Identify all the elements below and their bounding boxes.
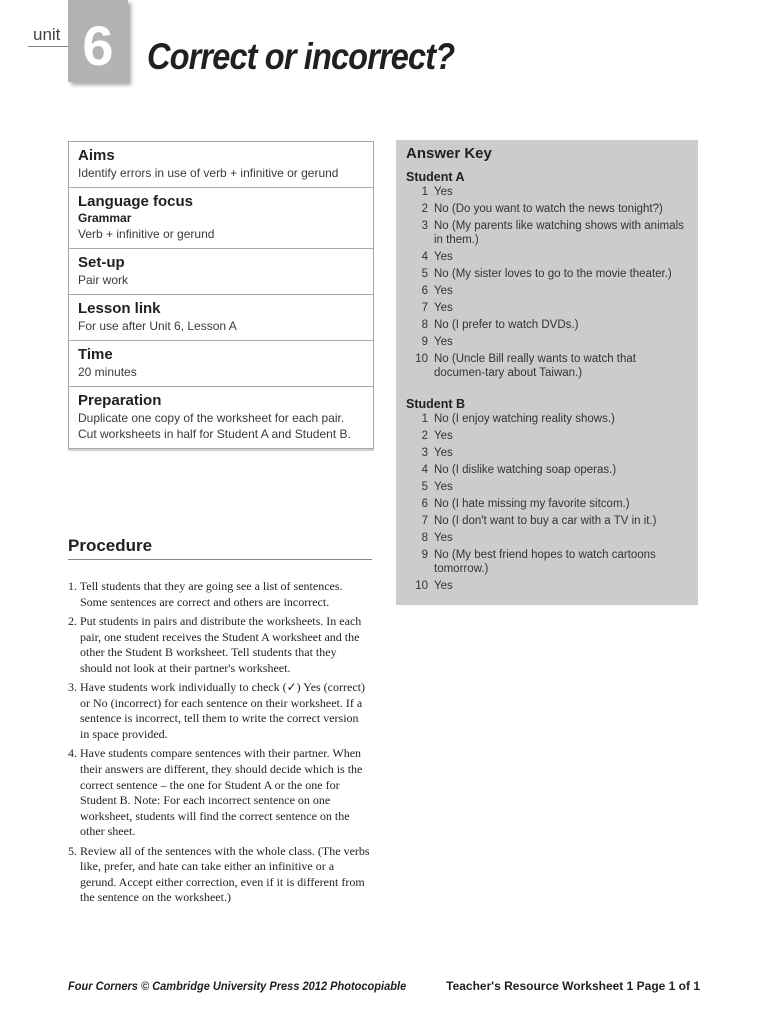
- answer-text: No (My sister loves to go to the movie theater.): [434, 268, 672, 280]
- procedure-step: 3. Have students work individually to check (✓) Yes (correct) or No (incorrect) for each sentence on their worksheet. If a sentence is incorrect, tell them to write the correct version in space provided.: [68, 680, 365, 741]
- language-focus-heading: Language focus: [78, 193, 194, 210]
- procedure-step: 4. Have students compare sentences with their partner. When their answers are different, they should decide which is the correct sentence – the one for Student A or the one for Student B. Note: For each incorrect sentence on one worksheet, students will find the correct sentence on the other sheet.: [68, 746, 363, 839]
- procedure-divider: [68, 559, 372, 560]
- student-a-answers: [406, 185, 698, 380]
- grammar-subheading: Grammar: [78, 211, 132, 225]
- answer-number: 5: [421, 268, 428, 280]
- procedure-step: 1. Tell students that they are going see a list of sentences. Some sentences are correct and others are incorrect.: [68, 579, 343, 609]
- answer-number: 4: [421, 251, 428, 263]
- answer-number: 1: [421, 413, 428, 425]
- answer-item: [406, 531, 698, 545]
- answer-item: [406, 514, 698, 528]
- answer-item: [406, 284, 698, 298]
- unit-number: 6: [82, 14, 114, 77]
- answer-text: Yes: [434, 186, 453, 198]
- answer-text: No (My parents like watching shows with animals in them.): [434, 220, 684, 246]
- answer-item: [406, 185, 698, 199]
- time-heading: Time: [78, 346, 113, 363]
- answer-number: 9: [421, 549, 428, 561]
- answer-item: [406, 267, 698, 281]
- unit-label: unit: [33, 25, 61, 44]
- setup-heading: Set-up: [78, 254, 125, 271]
- answer-text: Yes: [434, 447, 453, 459]
- answer-item: [406, 219, 698, 247]
- answer-item: [406, 497, 698, 511]
- answer-text: No (I don't want to buy a car with a TV in it.): [434, 515, 657, 527]
- page-title: Correct or incorrect?: [147, 36, 455, 77]
- answer-number: 6: [421, 498, 428, 510]
- time-section: [69, 341, 373, 387]
- answer-number: 1: [421, 186, 428, 198]
- answer-item: [406, 548, 698, 576]
- lesson-link-heading: Lesson link: [78, 300, 161, 317]
- answer-number: 7: [421, 302, 428, 314]
- preparation-section: [69, 387, 373, 448]
- aims-section: [69, 142, 373, 188]
- procedure-heading: Procedure: [68, 536, 153, 555]
- answer-text: No (Uncle Bill really wants to watch that documen-tary about Taiwan.): [434, 353, 636, 379]
- student-b-section: [406, 396, 698, 596]
- answer-text: No (My best friend hopes to watch cartoons tomorrow.): [434, 549, 656, 575]
- unit-divider: [28, 46, 68, 47]
- answer-text: No (I dislike watching soap operas.): [434, 464, 617, 476]
- answer-key-title: Answer Key: [406, 145, 492, 162]
- footer-page-info: Teacher's Resource Worksheet 1 Page 1 of 1: [446, 979, 700, 993]
- unit-number-badge: [68, 0, 128, 82]
- answer-text: Yes: [434, 251, 453, 263]
- preparation-heading: Preparation: [78, 392, 162, 409]
- answer-text: Yes: [434, 481, 453, 493]
- answer-item: [406, 579, 698, 593]
- answer-number: 3: [421, 220, 428, 232]
- setup-section: [69, 249, 373, 295]
- answer-number: 2: [421, 203, 428, 215]
- answer-key-box: [396, 140, 698, 605]
- answer-text: Yes: [434, 532, 453, 544]
- answer-number: 9: [421, 336, 428, 348]
- answer-item: [406, 352, 698, 380]
- student-a-section: [406, 169, 698, 383]
- student-b-answers: [406, 412, 698, 593]
- answer-number: 10: [415, 580, 428, 592]
- answer-number: 2: [421, 430, 428, 442]
- aims-heading: Aims: [78, 147, 115, 164]
- procedure-step: 2. Put students in pairs and distribute the worksheets. In each pair, one student receives the Student A worksheet and the other the Student B worksheet. Tell students that they should not look at their partner's worksheet.: [68, 613, 362, 675]
- answer-number: 8: [421, 532, 428, 544]
- lesson-link-section: [69, 295, 373, 341]
- time-text: 20 minutes: [78, 365, 137, 379]
- aims-text: Identify errors in use of verb + infinitive or gerund: [78, 166, 339, 180]
- answer-item: [406, 250, 698, 264]
- answer-number: 6: [421, 285, 428, 297]
- answer-text: No (I hate missing my favorite sitcom.): [434, 498, 630, 510]
- answer-text: Yes: [434, 430, 453, 442]
- answer-text: No (Do you want to watch the news tonight?): [434, 203, 663, 215]
- lesson-info-box: [68, 141, 374, 449]
- answer-number: 7: [421, 515, 428, 527]
- answer-number: 3: [421, 447, 428, 459]
- answer-text: Yes: [434, 285, 453, 297]
- answer-item: [406, 446, 698, 460]
- answer-item: [406, 463, 698, 477]
- answer-item: [406, 412, 698, 426]
- footer-copyright: Four Corners © Cambridge University Press 2012 Photocopiable: [68, 979, 407, 993]
- answer-number: 10: [415, 353, 428, 365]
- procedure-step: 5. Review all of the sentences with the whole class. (The verbs like, prefer, and hate can take either an infinitive or a gerund. Accept either correction, even if it is different from the sentence on the worksheet.): [68, 843, 370, 905]
- answer-number: 5: [421, 481, 428, 493]
- answer-text: No (I enjoy watching reality shows.): [434, 413, 615, 425]
- answer-text: No (I prefer to watch DVDs.): [434, 319, 579, 331]
- answer-item: [406, 301, 698, 315]
- procedure-list: [68, 579, 370, 910]
- language-focus-section: [69, 188, 373, 249]
- preparation-text: Duplicate one copy of the worksheet for each pair. Cut worksheets in half for Student A and Student B.: [78, 411, 351, 441]
- student-b-heading: Student B: [406, 397, 466, 411]
- student-a-heading: Student A: [406, 170, 465, 184]
- answer-item: [406, 480, 698, 494]
- answer-item: [406, 202, 698, 216]
- setup-text: Pair work: [78, 273, 129, 287]
- answer-item: [406, 335, 698, 349]
- answer-number: 4: [421, 464, 428, 476]
- answer-item: [406, 429, 698, 443]
- answer-text: Yes: [434, 336, 453, 348]
- answer-item: [406, 318, 698, 332]
- answer-number: 8: [421, 319, 428, 331]
- lesson-link-text: For use after Unit 6, Lesson A: [78, 319, 237, 333]
- answer-text: Yes: [434, 580, 453, 592]
- answer-text: Yes: [434, 302, 453, 314]
- language-focus-text: Verb + infinitive or gerund: [78, 227, 215, 241]
